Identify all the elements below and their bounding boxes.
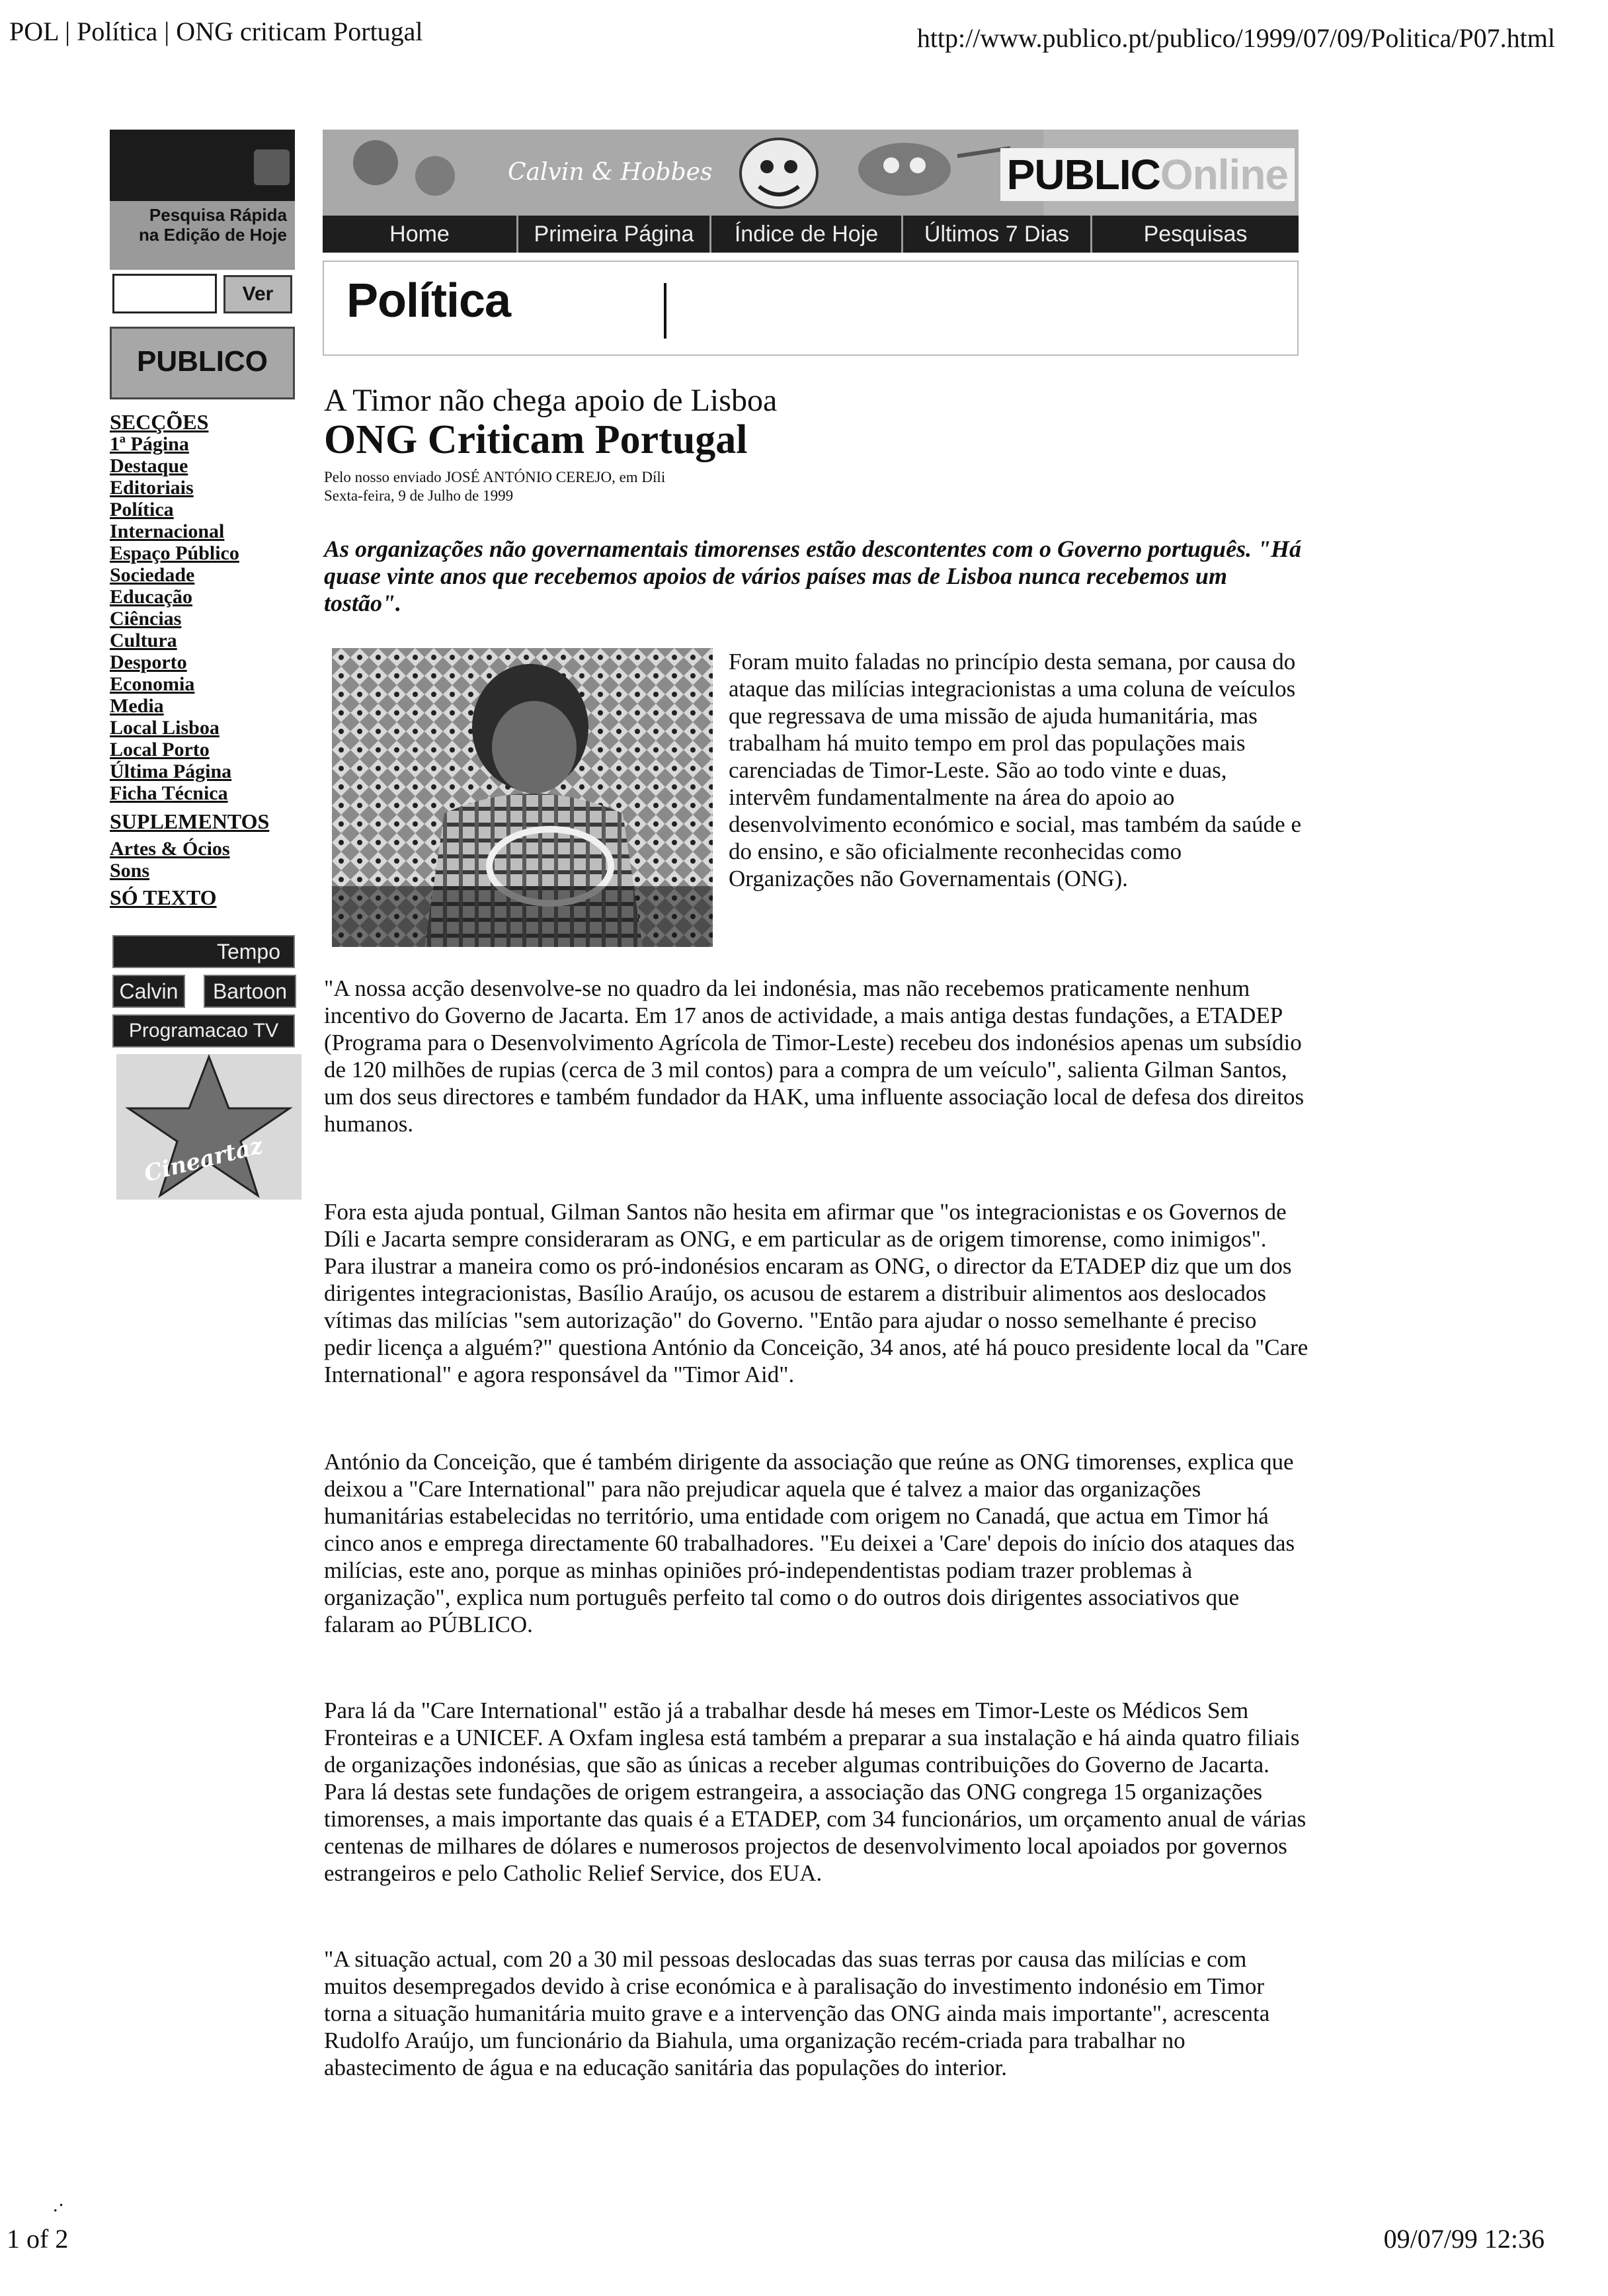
brand-light: Online (1160, 151, 1288, 198)
tempo-button[interactable]: Tempo (112, 935, 295, 968)
article-photo (332, 648, 713, 947)
scan-mark: .· (53, 2194, 65, 2216)
article-headline: ONG Criticam Portugal (324, 417, 748, 462)
quick-search-line2: na Edição de Hoje (139, 225, 287, 245)
article-paragraph-6: "A situação actual, com 20 a 30 mil pessoas deslocadas das suas terras por causa das milícias e com muitos desempregados devido à crise económica e à paralisação do investimento indonésio em Timor torna a situação humanitária muito grave e a intervenção das ONG ainda mais importante", acrescenta Rudolfo Araújo, um funcionário da Biahula, uma organização recém-criada para trabalhar no abastecimento de água e na educação sanitária das populações do interior. (324, 1946, 1270, 2080)
nav-sons[interactable]: Sons (110, 860, 150, 882)
bartoon-button[interactable]: Bartoon (204, 975, 296, 1008)
top-banner (323, 130, 1299, 216)
tab-indice-de-hoje[interactable]: Índice de Hoje (711, 216, 903, 253)
nav-media[interactable]: Media (110, 695, 164, 717)
nav-local-porto[interactable]: Local Porto (110, 739, 210, 760)
article-date: Sexta-feira, 9 de Julho de 1999 (324, 487, 514, 504)
print-url: http://www.publico.pt/publico/1999/07/09/Politica/P07.html (916, 23, 1555, 53)
article-paragraph-2: "A nossa acção desenvolve-se no quadro da lei indonésia, mas não recebemos praticamente nenhum incentivo do Governo de Jacarta. Em 17 anos de actividade, a mais antiga destas fundações, a ETADEP (Programa para o Desenvolvimento Agrícola de Timor-Leste) recebeu dos indonésios apenas um subsídio de 120 milhões de rupias (cerca de 3 mil contos) para a compra de um veículo", salienta Gilman Santos, um dos seus directores e também fundador da HAK, uma influente associação local de defesa dos direitos humanos. (324, 975, 1305, 1137)
magnifier-icon (254, 149, 290, 185)
nav-politica[interactable]: Política (110, 499, 174, 520)
nav-espaco-publico[interactable]: Espaço Público (110, 542, 239, 564)
section-title: Política (346, 274, 511, 327)
text-only-link[interactable]: SÓ TEXTO (110, 885, 217, 909)
publico-logo[interactable]: PUBLICO (110, 327, 295, 399)
nav-ultima-pagina[interactable]: Última Página (110, 760, 232, 782)
nav-editoriais[interactable]: Editoriais (110, 477, 194, 499)
tab-pesquisas[interactable]: Pesquisas (1143, 222, 1248, 247)
nav-internacional[interactable]: Internacional (110, 520, 225, 542)
section-divider (664, 283, 666, 339)
supplements-heading[interactable]: SUPLEMENTOS (110, 809, 270, 833)
sections-nav (110, 411, 328, 909)
nav-destaque[interactable]: Destaque (110, 455, 188, 477)
cineartaz-banner[interactable] (116, 1054, 302, 1200)
article-paragraph-3: Fora esta ajuda pontual, Gilman Santos não hesita em afirmar que "os integracionistas e os Governos de Díli e Jacarta sempre consideraram as ONG, e em particular as de origem timorense, como inimigos". Para ilustrar a maneira como os pró-indonésios encaram as ONG, o director da ETADEP diz que um dos dirigentes integracionistas, Basílio Araújo, os acusou de estarem a distribuir alimentos aos deslocados vítimas das milícias "sem autorização" do Governo. "Então para ajudar o nosso semelhante é preciso pedir licença a alguém?" questiona António da Conceição, 34 anos, até há pouco presidente local da "Care International" e agora responsável da "Timor Aid". (324, 1199, 1308, 1387)
publico-online-logo[interactable] (1000, 148, 1295, 201)
article-lead: As organizações não governamentais timorenses estão descontentes com o Governo português. "Há quase vinte anos que recebemos apoios de vários países mas de Lisboa nunca recebemos um tostão". (324, 536, 1302, 616)
cartoon-title: Calvin & Hobbes (508, 159, 713, 186)
sidebar-header-block (110, 130, 295, 201)
cineartaz-label: Cineartaz (141, 1132, 266, 1188)
nav-primeira-pagina[interactable]: 1ª Página (110, 433, 189, 455)
nav-cultura[interactable]: Cultura (110, 630, 177, 651)
nav-desporto[interactable]: Desporto (110, 651, 187, 673)
nav-ficha-tecnica[interactable]: Ficha Técnica (110, 782, 228, 804)
tab-primeira-pagina[interactable]: Primeira Página (518, 216, 711, 253)
article-byline-block (324, 468, 665, 505)
nav-local-lisboa[interactable]: Local Lisboa (110, 717, 220, 739)
article-byline: Pelo nosso enviado JOSÉ ANTÓNIO CEREJO, em Díli (324, 469, 666, 485)
print-page-count: 1 of 2 (7, 2224, 69, 2254)
quick-search-line1: Pesquisa Rápida (149, 205, 287, 225)
print-page-title: POL | Política | ONG criticam Portugal (9, 17, 423, 46)
nav-educacao[interactable]: Educação (110, 586, 193, 608)
nav-artes-ocios[interactable]: Artes & Ócios (110, 838, 230, 860)
print-datetime: 09/07/99 12:36 (1383, 2224, 1545, 2254)
quick-search-input[interactable] (112, 274, 217, 313)
nav-sociedade[interactable]: Sociedade (110, 564, 195, 586)
calvin-button[interactable]: Calvin (112, 975, 185, 1008)
article-paragraph-5: Para lá da "Care International" estão já a trabalhar desde há meses em Timor-Leste os Médicos Sem Fronteiras e a UNICEF. A Oxfam inglesa está também a preparar a sua instalação e há ainda quatro filiais de organizações indonésias, que são as únicas a receber algumas contribuições do Governo de Jacarta. Para lá destas sete fundações de origem estrangeira, a associação das ONG congrega 15 organizações timorenses, a mais importante das quais é a ETADEP, com 34 funcionários, um orçamento anual de várias centenas de milhares de dólares e numerosos projectos de desenvolvimento local apoiados por governos estrangeiros e pelo Catholic Relief Service, dos EUA. (324, 1698, 1306, 1886)
main-navbar (323, 216, 1299, 253)
sections-heading[interactable]: SECÇÕES (110, 410, 209, 434)
article-paragraph-1: Foram muito faladas no princípio desta semana, por causa do ataque das milícias integracionistas a uma coluna de veículos que regressava de uma missão de ajuda humanitária, mas trabalham há muito tempo em prol das populações mais carenciadas de Timor-Leste. São ao todo vinte e duas, intervêm fundamentalmente na área do apoio ao desenvolvimento económico e social, mas também da saúde e do ensino, e são oficialmente reconhecidas como Organizações não Governamentais (ONG). (729, 649, 1301, 891)
article-kicker: A Timor não chega apoio de Lisboa (324, 383, 778, 418)
tab-ultimos-7-dias[interactable]: Últimos 7 Dias (903, 216, 1092, 253)
ver-button[interactable]: Ver (223, 275, 292, 313)
nav-economia[interactable]: Economia (110, 673, 195, 695)
star-icon (116, 1054, 302, 1200)
nav-ciencias[interactable]: Ciências (110, 608, 182, 630)
tab-home[interactable]: Home (323, 216, 518, 253)
child-photo-icon (332, 648, 713, 947)
article-paragraph-4: António da Conceição, que é também dirigente da associação que reúne as ONG timorenses, explica que deixou a "Care International" para não prejudicar aquela que é talvez a maior das organizações humanitárias estabelecidas no território, uma entidade com origem no Canadá, que actua em Timor há cinco anos e emprega directamente 60 trabalhadores. "Eu deixei a 'Care' depois do início dos ataques das milícias, este ano, porque as minhas opiniões pró-independentistas podiam trazer problemas à organização", explica num português perfeito tal como o do outros dois dirigentes associativos que falaram ao PÚBLICO. (324, 1449, 1295, 1637)
programacao-tv-button[interactable]: Programacao TV (112, 1014, 295, 1047)
brand-bold: PUBLIC (1006, 151, 1160, 198)
quick-search-label (110, 201, 295, 270)
